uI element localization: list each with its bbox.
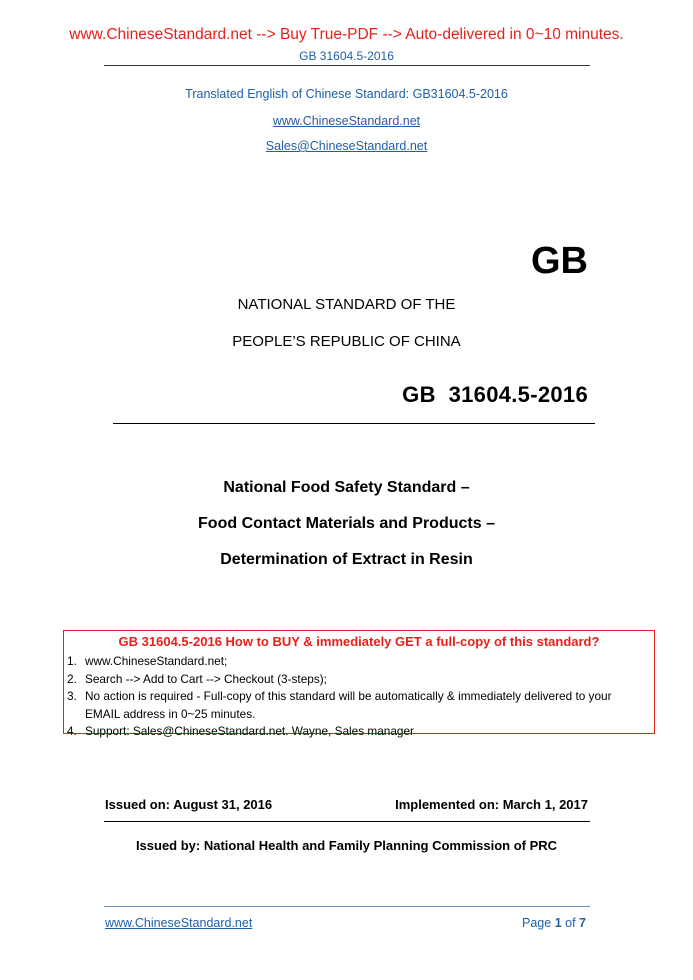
standard-number [402, 382, 588, 408]
step-number: 3. [67, 689, 77, 703]
standard-number-text: GB 31604.5-2016 [402, 382, 588, 407]
step-text: Search --> Add to Cart --> Checkout (3-steps); [85, 671, 327, 686]
gb-mark: GB [531, 240, 588, 282]
issued-on-date: Issued on: August 31, 2016 [105, 797, 273, 812]
buy-step [67, 688, 646, 723]
page-label: Page [522, 916, 552, 930]
page-total: 7 [579, 916, 586, 930]
step-number: 2. [67, 671, 77, 686]
page-of: of [565, 916, 576, 930]
purchase-banner: www.ChineseStandard.net --> Buy True-PDF --> Auto-delivered in 0~10 minutes. [69, 26, 624, 43]
email-link[interactable]: Sales@ChineseStandard.net [265, 139, 428, 153]
step-number: 4. [67, 724, 77, 738]
buy-step [67, 723, 646, 741]
title-line-2: Food Contact Materials and Products – [198, 515, 495, 532]
site-link[interactable]: www.ChineseStandard.net [272, 114, 421, 128]
page-current: 1 [554, 916, 562, 930]
header-doc-number: GB 31604.5-2016 [299, 49, 394, 63]
footer-site-link[interactable]: www.ChineseStandard.net [105, 916, 253, 930]
step-text: www.ChineseStandard.net; [85, 654, 228, 668]
title-line-1: National Food Safety Standard – [223, 479, 470, 496]
email-link-row [0, 137, 693, 155]
page-indicator [522, 916, 586, 930]
national-standard-line2: PEOPLE’S REPUBLIC OF CHINA [232, 333, 461, 350]
buy-step [67, 653, 646, 671]
translation-note: Translated English of Chinese Standard: GB31604.5-2016 [185, 87, 508, 101]
title-divider [113, 423, 595, 424]
buy-step [67, 671, 646, 689]
site-link-row [0, 112, 693, 130]
issuing-authority: Issued by: National Health and Family Planning Commission of PRC [135, 838, 558, 853]
header-divider [104, 65, 590, 66]
implemented-on-date: Implemented on: March 1, 2017 [395, 797, 588, 812]
buy-instructions-box [63, 630, 655, 738]
title-line-3: Determination of Extract in Resin [220, 551, 473, 568]
step-text: Support: Sales@ChineseStandard.net. Wayne, Sales manager [85, 724, 414, 738]
step-text: No action is required - Full-copy of this standard will be automatically & immediately delivered to your EMAIL address in 0~25 minutes. [85, 689, 612, 721]
national-standard-line1: NATIONAL STANDARD OF THE [237, 296, 456, 313]
footer-divider [104, 906, 590, 907]
buy-box-heading: GB 31604.5-2016 How to BUY & immediately GET a full-copy of this standard? [118, 634, 600, 649]
buy-steps-list [67, 653, 646, 741]
step-number: 1. [67, 654, 77, 668]
dates-divider [104, 821, 590, 822]
